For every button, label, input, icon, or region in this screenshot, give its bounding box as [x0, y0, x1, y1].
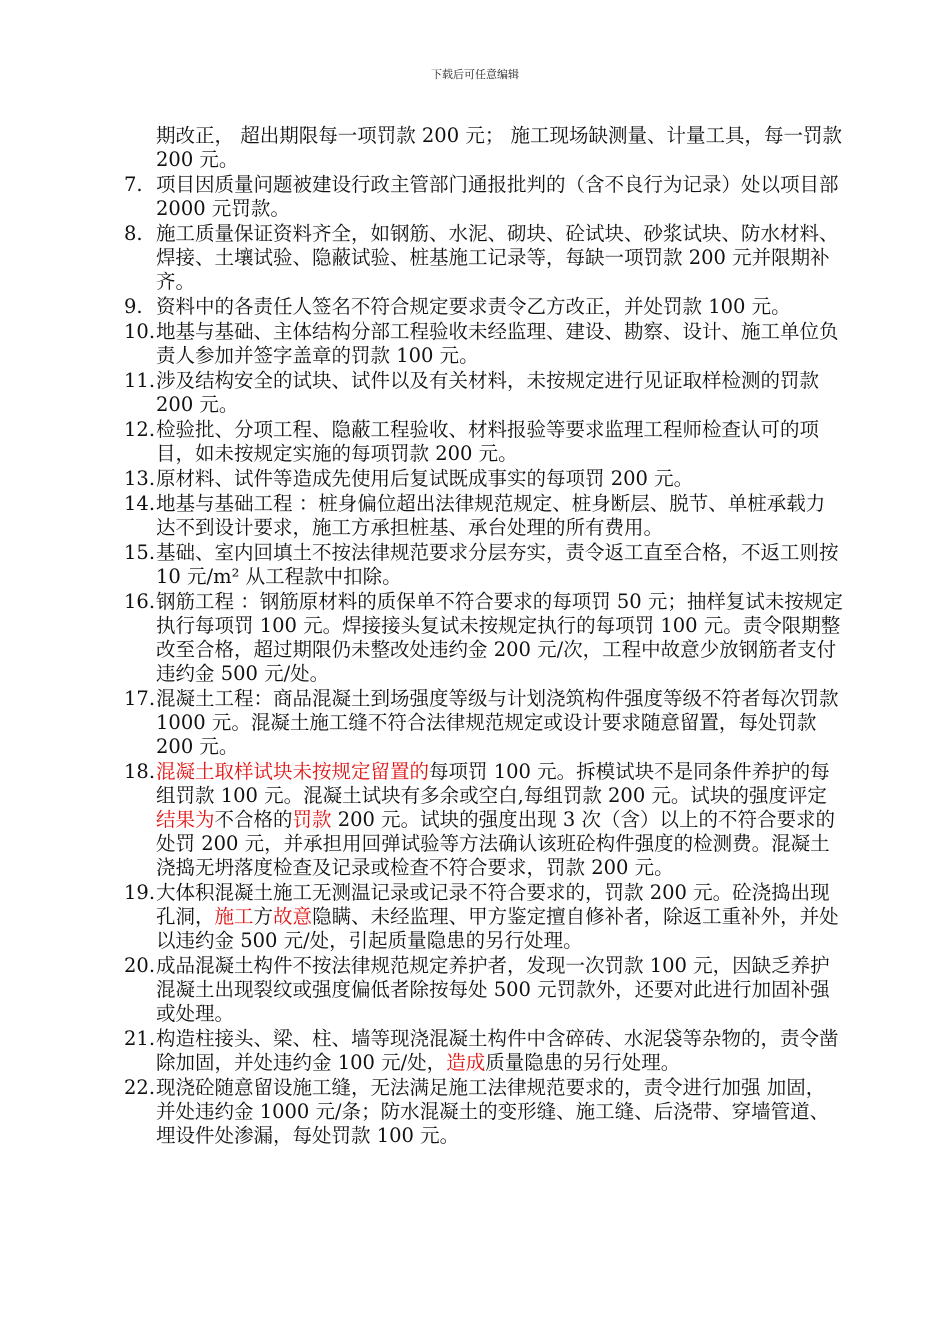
list-item	[118, 295, 844, 319]
list-item	[118, 687, 844, 759]
list-item-number	[118, 418, 156, 466]
text-segment: 地基与基础工程 ：桩身偏位超出法律规范规定、桩身断层、脱节、单桩承载力达不到设计要求，施工方承担桩基、承台处理的所有费用。	[156, 492, 826, 539]
highlighted-text: 施工	[214, 905, 254, 928]
list-item-number	[118, 954, 156, 1026]
list-item-number	[118, 295, 156, 319]
list-item	[118, 590, 844, 686]
list-item	[118, 492, 844, 540]
list-item-number-label: 14.	[124, 492, 156, 515]
list-item	[118, 1076, 844, 1148]
text-segment: 基础、室内回填土不按法律规范要求分层夯实，责令返工直至合格，不返工则按 10 元/m² 从工程款中扣除。	[156, 541, 839, 588]
list-item-number-label: 15.	[124, 541, 156, 564]
list-item-number	[118, 590, 156, 686]
list-item-number	[118, 541, 156, 589]
list-item-number	[118, 1027, 156, 1075]
list-item-text	[156, 467, 844, 491]
list-item-number-label: 13.	[124, 467, 156, 490]
list-item-text	[156, 541, 844, 589]
text-segment: 原材料、试件等造成先使用后复试既成事实的每项罚 200 元。	[156, 467, 694, 490]
list-item	[118, 418, 844, 466]
text-segment: 钢筋工程 ：钢筋原材料的质保单不符合要求的每项罚 50 元；抽样复试未按规定执行每项罚 100 元。焊接接头复试未按规定执行的每项罚 100 元。责令限期整改至合格，超过期限仍未整改处违约金 200 元/次，工程中故意少放钢筋者支付违约金 500 元/处。	[156, 590, 843, 685]
list-item-number-label: 7.	[124, 173, 143, 196]
list-item-number	[118, 492, 156, 540]
list-item-number-label: 16.	[124, 590, 156, 613]
text-segment: 现浇砼随意留设施工缝，无法满足施工法律规范要求的，责令进行加强 加固，并处违约金 1000 元/条；防水混凝土的变形缝、施工缝、后浇带、穿墙管道、埋设件处渗漏，每处罚款 100 元。	[156, 1076, 830, 1147]
text-segment: 成品混凝土构件不按法律规范规定养护者，发现一次罚款 100 元，因缺乏养护混凝土出现裂纹或强度偏低者除按每处 500 元罚款外，还要对此进行加固补强或处理。	[156, 954, 830, 1025]
page-header: 下载后可任意编辑	[431, 68, 519, 81]
text-segment: 隐瞒、未经监理、甲方鉴定擅自修补者，除返工重补外，并处以违约金 500 元/处，引起质量隐患的另行处理。	[156, 905, 839, 952]
list-item	[118, 467, 844, 491]
text-segment: 施工质量保证资料齐全，如钢筋、水泥、砌块、砼试块、砂浆试块、防水材料、焊接、土壤试验、隐蔽试验、桩基施工记录等，每缺一项罚款 200 元并限期补齐。	[156, 222, 839, 293]
penalty-list	[118, 173, 844, 1148]
list-item-text	[156, 173, 844, 221]
list-item-number-label: 12.	[124, 418, 156, 441]
list-item	[118, 760, 844, 880]
list-item	[118, 173, 844, 221]
list-item-number-label: 20.	[124, 954, 156, 977]
text-segment: 地基与基础、主体结构分部工程验收未经监理、建设、勘察、设计、施工单位负责人参加并签字盖章的罚款 100 元。	[156, 320, 839, 367]
list-item-number	[118, 760, 156, 880]
list-item-number	[118, 369, 156, 417]
text-segment: 每项罚 100 元。拆模试块不是同条件养护的每组罚款 100 元。混凝土试块有多余或空白,每组罚款 200 元。试块的强度评定	[156, 760, 830, 807]
list-item-text	[156, 590, 844, 686]
document-body	[118, 124, 844, 1148]
text-segment: 混凝土工程：商品混凝土到场强度等级与计划浇筑构件强度等级不符者每次罚款 1000 元。混凝土施工缝不符合法律规范规定或设计要求随意留置，每处罚款 200 元。	[156, 687, 839, 758]
text-segment: 涉及结构安全的试块、试件以及有关材料，未按规定进行见证取样检测的罚款 200 元。	[156, 369, 820, 416]
highlighted-text: 混凝土取样试块未按规定留置的	[156, 760, 430, 783]
list-item-text	[156, 881, 844, 953]
text-segment: 质量隐患的另行处理。	[485, 1051, 681, 1074]
list-item-number-label: 21.	[124, 1027, 156, 1050]
list-item-number-label: 18.	[124, 760, 156, 783]
list-item-number-label: 17.	[124, 687, 156, 710]
highlighted-text: 罚款	[292, 808, 332, 831]
text-segment: 不合格的	[214, 808, 293, 831]
list-item-text	[156, 1027, 844, 1075]
list-item-number-label: 9.	[124, 295, 143, 318]
list-item-text	[156, 760, 844, 880]
list-item-text	[156, 418, 844, 466]
text-segment: 大体积混凝土施工无测温记录或记录不符合要求的，罚款 200 元。砼浇捣出现孔洞，	[156, 881, 830, 928]
list-item-number	[118, 173, 156, 221]
list-item	[118, 320, 844, 368]
list-item-text	[156, 492, 844, 540]
list-item-text	[156, 369, 844, 417]
list-item	[118, 1027, 844, 1075]
intro-paragraph: 期改正， 超出期限每一项罚款 200 元； 施工现场缺测量、计量工具，每一罚款 200 元。	[156, 124, 843, 171]
list-item-number	[118, 881, 156, 953]
list-item-number	[118, 1076, 156, 1148]
list-item-number	[118, 687, 156, 759]
text-segment: 方	[253, 905, 274, 928]
highlighted-text: 造成	[446, 1051, 486, 1074]
list-item-number	[118, 222, 156, 294]
list-item-text	[156, 954, 844, 1026]
text-segment: 检验批、分项工程、隐蔽工程验收、材料报验等要求监理工程师检查认可的项目，如未按规定实施的每项罚款 200 元。	[156, 418, 820, 465]
list-item	[118, 541, 844, 589]
list-item-number	[118, 320, 156, 368]
list-item	[118, 222, 844, 294]
list-item-number-label: 8.	[124, 222, 143, 245]
list-item-number-label: 11.	[124, 369, 156, 392]
list-item	[118, 881, 844, 953]
list-item-text	[156, 222, 844, 294]
list-item-number-label: 22.	[124, 1076, 156, 1099]
text-segment: 构造柱接头、梁、柱、墙等现浇混凝土构件中含碎砖、水泥袋等杂物的，责令凿除加固，并处违约金 100 元/处，	[156, 1027, 839, 1074]
list-item-text	[156, 1076, 844, 1148]
highlighted-text: 故意	[273, 905, 313, 928]
list-item-number-label: 10.	[124, 320, 156, 343]
text-segment: 资料中的各责任人签名不符合规定要求责令乙方改正，并处罚款 100 元。	[156, 295, 791, 318]
list-item-number-label: 19.	[124, 881, 156, 904]
list-item	[118, 369, 844, 417]
list-item-number	[118, 467, 156, 491]
text-segment: 200 元。试块的强度出现 3 次（含）以上的不符合要求的处罚 200 元，并承担用回弹试验等方法确认该班砼构件强度的检测费。混凝土浇捣无坍落度检查及记录或检查不符合要求，罚款 200 元。	[156, 808, 835, 879]
text-segment: 项目因质量问题被建设行政主管部门通报批判的（含不良行为记录）处以项目部 2000 元罚款。	[156, 173, 839, 220]
list-item-text	[156, 295, 844, 319]
list-item-text	[156, 320, 844, 368]
highlighted-text: 结果为	[156, 808, 215, 831]
list-item	[118, 954, 844, 1026]
list-item-text	[156, 687, 844, 759]
